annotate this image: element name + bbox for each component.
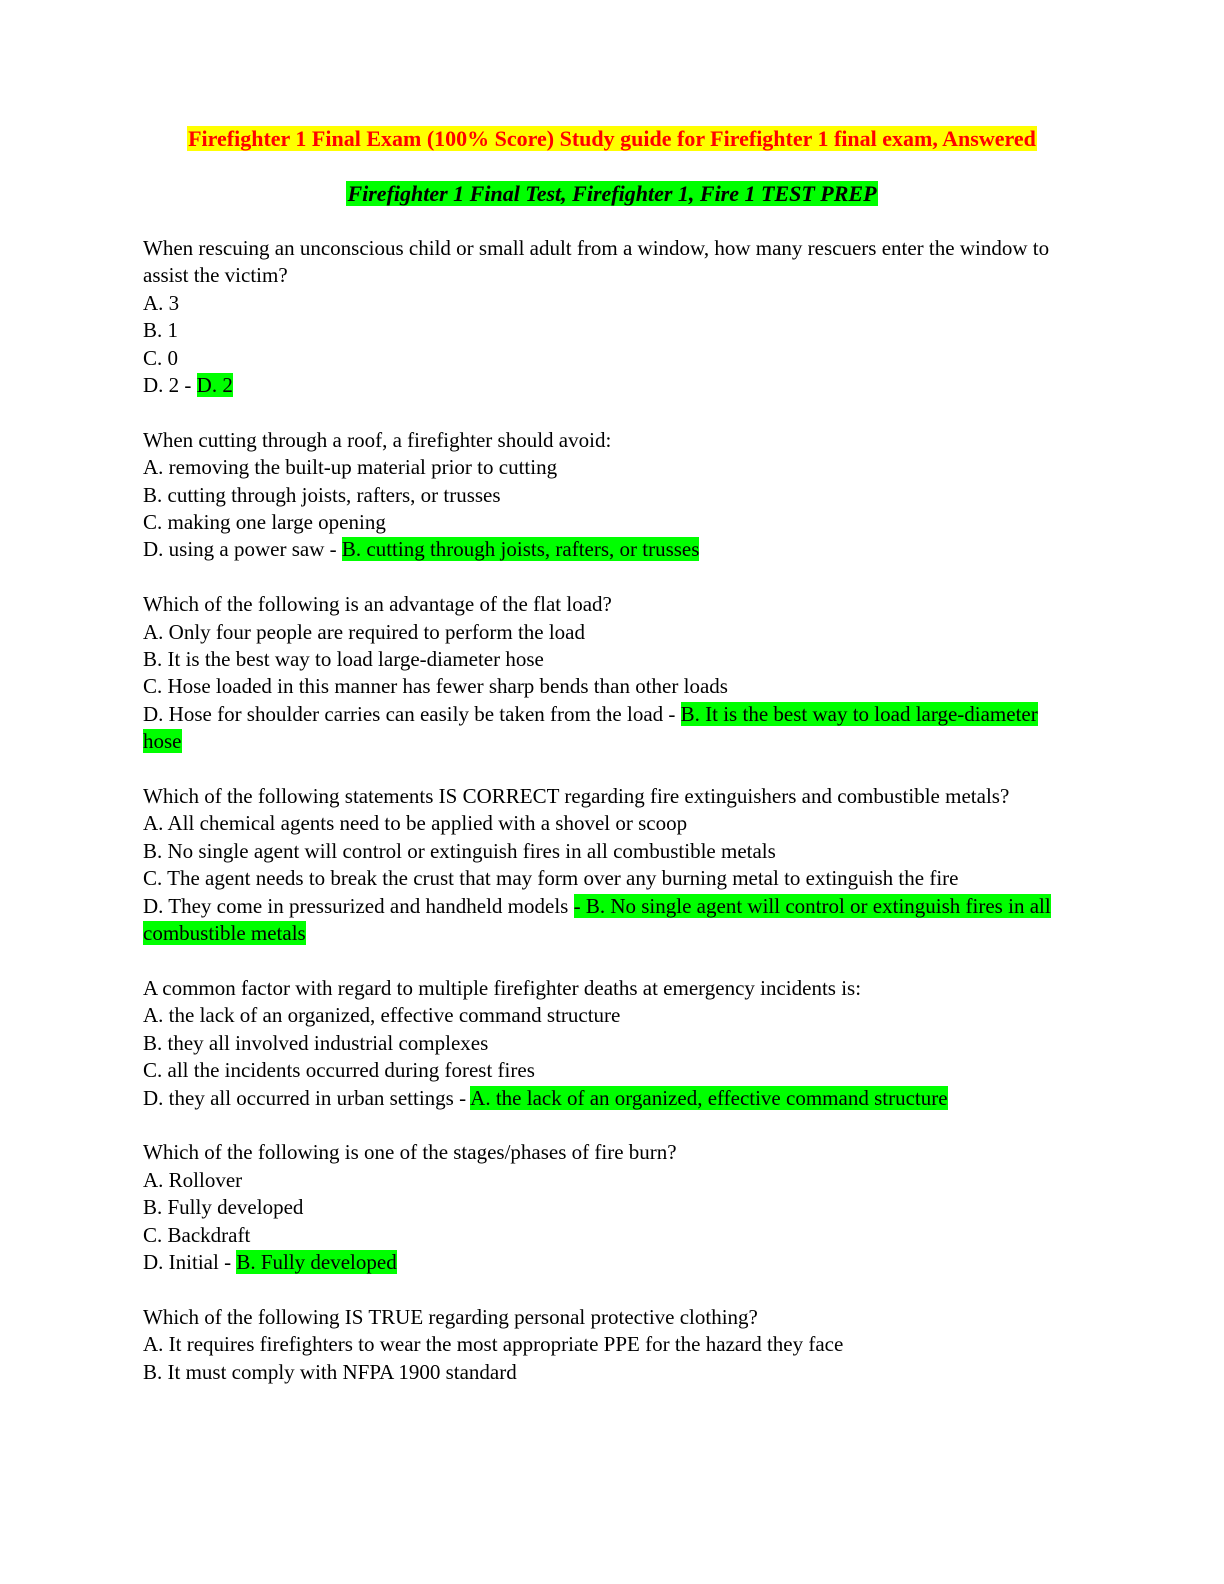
option-c: C. The agent needs to break the crust that may form over any burning metal to extinguish the fire <box>143 866 959 891</box>
document-subtitle <box>0 179 1224 209</box>
option-b: B. they all involved industrial complexes <box>143 1030 489 1055</box>
option-a: A. the lack of an organized, effective command structure <box>143 1003 621 1028</box>
option-d: D. Initial - <box>143 1249 237 1274</box>
option-d: D. 2 - <box>143 373 197 398</box>
question-prompt: Which of the following is an advantage of the flat load? <box>143 592 612 617</box>
question-block <box>143 427 1078 564</box>
option-b: B. It must comply with NFPA 1900 standard <box>143 1359 517 1384</box>
option-a: A. All chemical agents need to be applied with a shovel or scoop <box>143 811 688 836</box>
answer-highlight: A. the lack of an organized, effective command structure <box>470 1085 948 1110</box>
answer-highlight: B. It is the best way to load large-diameter hose <box>143 701 1038 754</box>
option-d-line <box>143 372 1078 399</box>
answer-highlight: B. Fully developed <box>236 1249 397 1274</box>
question-prompt: A common factor with regard to multiple firefighter deaths at emergency incidents is: <box>143 975 862 1000</box>
option-d: D. They come in pressurized and handheld models <box>143 893 574 918</box>
question-prompt: When rescuing an unconscious child or small adult from a window, how many rescuers enter the window to assist the victim? <box>143 236 1050 288</box>
option-b: B. 1 <box>143 318 179 343</box>
option-b: B. cutting through joists, rafters, or trusses <box>143 482 501 507</box>
option-d-line <box>143 536 1078 563</box>
question-prompt: Which of the following statements IS CORRECT regarding fire extinguishers and combustible metals? <box>143 784 1010 809</box>
question-prompt: When cutting through a roof, a firefighter should avoid: <box>143 427 612 452</box>
option-c: C. making one large opening <box>143 510 386 535</box>
question-block <box>143 783 1078 947</box>
option-d: D. Hose for shoulder carries can easily be taken from the load - <box>143 701 681 726</box>
document-title-text: Firefighter 1 Final Exam (100% Score) Study guide for Firefighter 1 final exam, Answered <box>188 126 1036 151</box>
option-d: D. they all occurred in urban settings - <box>143 1085 471 1110</box>
document-title <box>0 124 1224 154</box>
option-d: D. using a power saw - <box>143 537 342 562</box>
answer-highlight: B. cutting through joists, rafters, or trusses <box>341 537 700 562</box>
option-d-line <box>143 893 1078 948</box>
question-prompt: Which of the following IS TRUE regarding personal protective clothing? <box>143 1304 758 1329</box>
question-block <box>143 1304 1078 1386</box>
option-d-line <box>143 1085 1078 1112</box>
option-b: B. No single agent will control or extinguish fires in all combustible metals <box>143 838 776 863</box>
option-d-line <box>143 701 1078 756</box>
option-a: A. 3 <box>143 290 180 315</box>
document-subtitle-text: Firefighter 1 Final Test, Firefighter 1, Fire 1 TEST PREP <box>347 181 877 206</box>
option-c: C. Hose loaded in this manner has fewer sharp bends than other loads <box>143 674 728 699</box>
option-a: A. removing the built-up material prior to cutting <box>143 455 558 480</box>
option-b: B. It is the best way to load large-diameter hose <box>143 647 544 672</box>
option-c: C. 0 <box>143 345 179 370</box>
option-c: C. Backdraft <box>143 1222 251 1247</box>
question-block <box>143 235 1078 399</box>
question-block <box>143 1139 1078 1276</box>
option-a: A. Only four people are required to perform the load <box>143 619 586 644</box>
option-a: A. Rollover <box>143 1167 243 1192</box>
option-d-line <box>143 1249 1078 1276</box>
answer-highlight: D. 2 <box>196 373 233 398</box>
option-a: A. It requires firefighters to wear the most appropriate PPE for the hazard they face <box>143 1332 844 1357</box>
option-c: C. all the incidents occurred during forest fires <box>143 1058 535 1083</box>
question-block <box>143 975 1078 1112</box>
option-b: B. Fully developed <box>143 1195 304 1220</box>
question-block <box>143 591 1078 755</box>
question-prompt: Which of the following is one of the stages/phases of fire burn? <box>143 1140 677 1165</box>
question-list <box>143 235 1078 1413</box>
answer-highlight: - B. No single agent will control or extinguish fires in all combustible metals <box>143 893 1051 946</box>
